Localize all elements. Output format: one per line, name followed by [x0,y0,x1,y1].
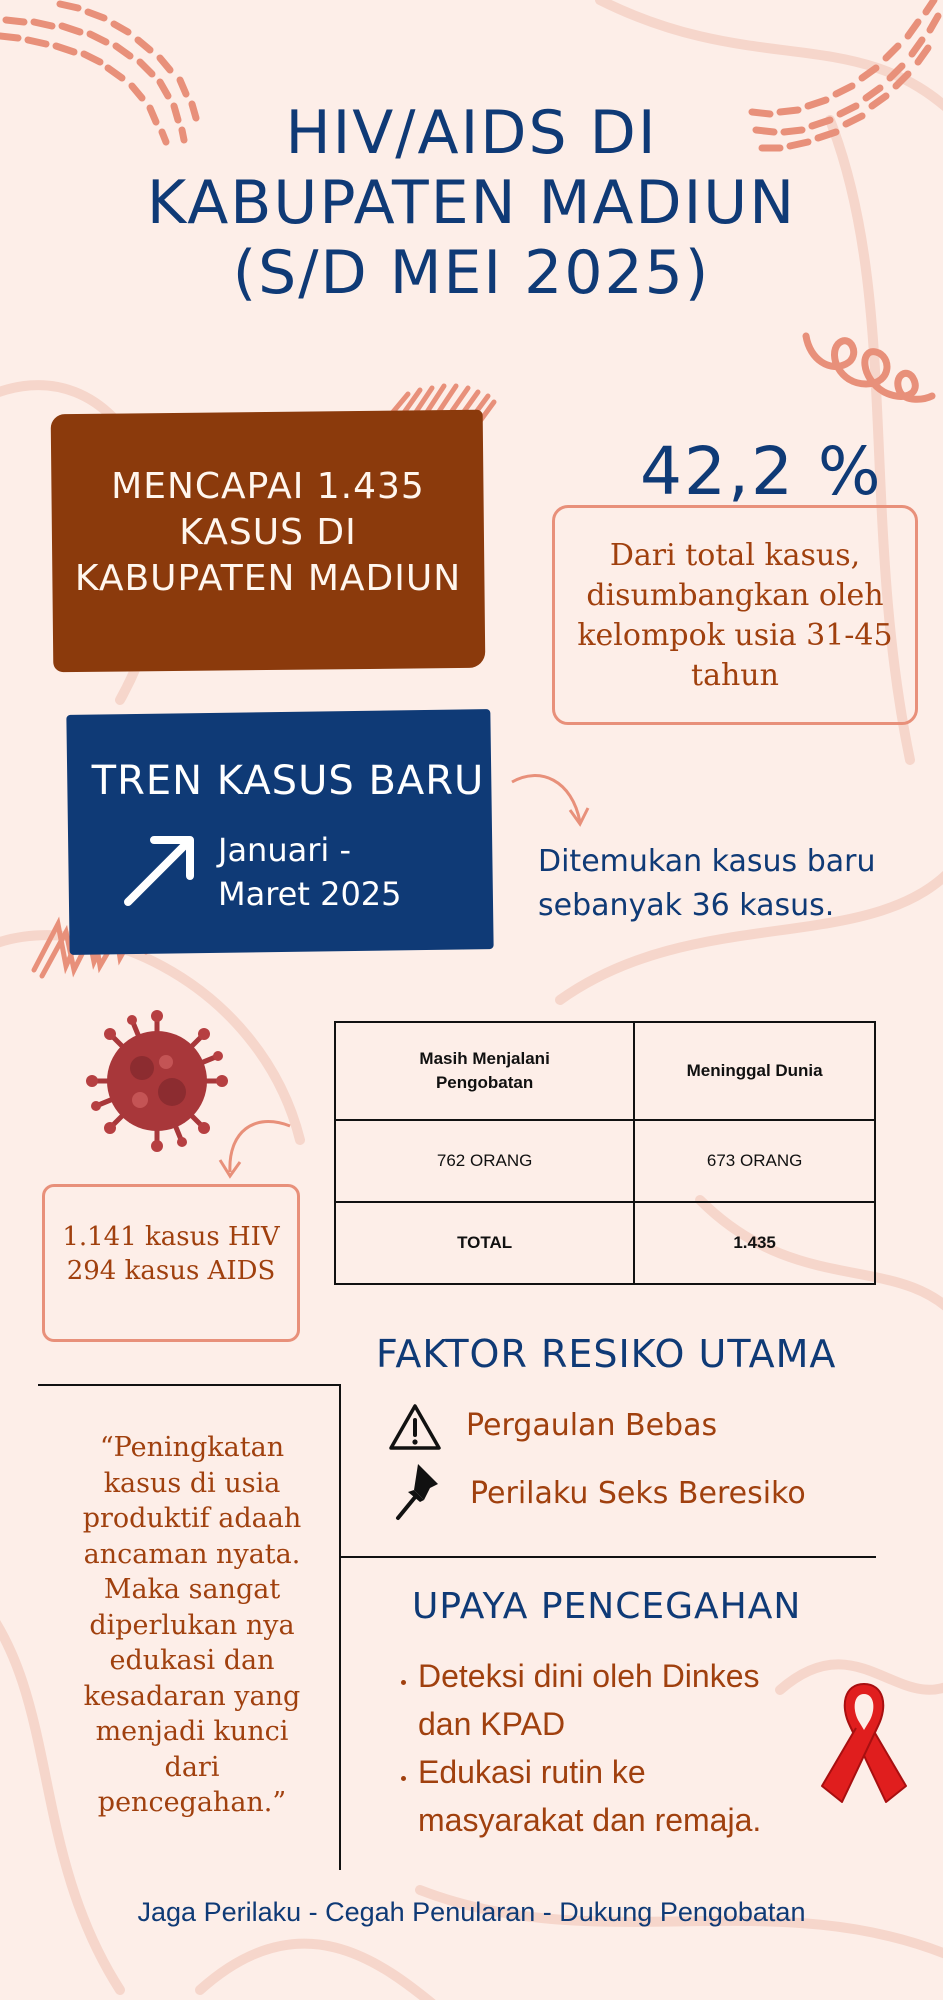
prevention-item-2-line-1: Edukasi rutin ke [418,1754,646,1790]
risk-item-2: Perilaku Seks Beresiko [470,1476,806,1511]
patient-status-table [334,1021,876,1285]
quote-line: “Peningkatan [99,1432,285,1463]
prevention-title: UPAYA PENCEGAHAN [412,1586,802,1627]
risk-item-1: Pergaulan Bebas [466,1408,718,1443]
age-stat-line-3: kelompok usia 31-45 [577,618,893,653]
age-stat-line-2: disumbangkan oleh [586,578,884,613]
prevention-item-1-line-1: Deteksi dini oleh Dinkes [418,1658,760,1694]
age-stat-line-4: tahun [691,658,779,693]
header-deceased: Meninggal Dunia [634,1022,875,1120]
quote-line: dari [164,1751,220,1783]
trend-period [218,828,458,916]
total-cases-line-1: MENCAPAI 1.435 [111,466,425,507]
age-stat-line-1: Dari total kasus, [609,538,861,573]
age-percent: 42,2 % [640,433,883,510]
quote-text [54,1430,330,1821]
quote-line: edukasi dan [109,1645,275,1676]
red-ribbon-icon [816,1676,912,1806]
trend-period-line-1: Januari - [218,831,351,869]
divider [339,1384,341,1870]
warning-icon [388,1402,442,1452]
page-title [0,98,943,308]
list-item [418,1748,878,1844]
quote-line: Maka sangat [103,1574,281,1605]
quote-line: kasus di usia [103,1467,281,1499]
table-header-row [335,1022,875,1120]
divider [340,1556,876,1558]
prevention-item-2-line-2: masyarakat dan remaja. [418,1802,762,1838]
total-label: TOTAL [335,1202,634,1284]
quote-line: pencegahan.” [97,1787,287,1818]
risk-title: FAKTOR RESIKO UTAMA [376,1332,837,1376]
hiv-count: 1.141 kasus HIV [62,1222,280,1252]
age-stat-text [560,536,910,696]
hiv-aids-text [42,1220,300,1288]
trend-title: TREN KASUS BARU [91,758,485,804]
total-value: 1.435 [634,1202,875,1284]
total-cases-line-3: KABUPATEN MADIUN [74,558,462,599]
aids-count: 294 kasus AIDS [66,1256,276,1286]
header-on-treatment [335,1022,634,1120]
quote-line: produktif adaah [82,1503,302,1534]
total-cases-text [52,464,484,602]
divider [38,1384,340,1386]
title-line-3: (S/D MEI 2025) [232,238,711,308]
quote-line: kesadaran yang [83,1680,301,1712]
pushpin-icon [394,1462,440,1522]
title-line-1: HIV/AIDS DI [285,98,658,168]
table-row [335,1120,875,1202]
new-cases-line-2: sebanyak 36 kasus. [538,888,835,923]
prevention-list [382,1652,878,1844]
title-line-2: KABUPATEN MADIUN [146,168,797,238]
total-cases-line-2: KASUS DI [179,512,357,553]
table-total-row [335,1202,875,1284]
value-deceased: 673 ORANG [634,1120,875,1202]
arrow-up-right-icon [120,830,200,910]
list-item [418,1652,878,1748]
trend-period-line-2: Maret 2025 [218,875,402,913]
new-cases-note [538,840,918,928]
new-cases-line-1: Ditemukan kasus baru [538,844,876,879]
virus-icon [86,1010,228,1152]
quote-line: diperlukan nya [89,1609,295,1641]
footer-slogan: Jaga Perilaku - Cegah Penularan - Dukung Pengobatan [137,1897,806,1927]
quote-line: ancaman nyata. [83,1538,301,1570]
quote-line: menjadi kunci [95,1716,289,1747]
header-on-treatment-label: Masih Menjalani Pengobatan [419,1049,550,1092]
value-on-treatment: 762 ORANG [335,1120,634,1202]
prevention-item-1-line-2: dan KPAD [418,1706,566,1742]
